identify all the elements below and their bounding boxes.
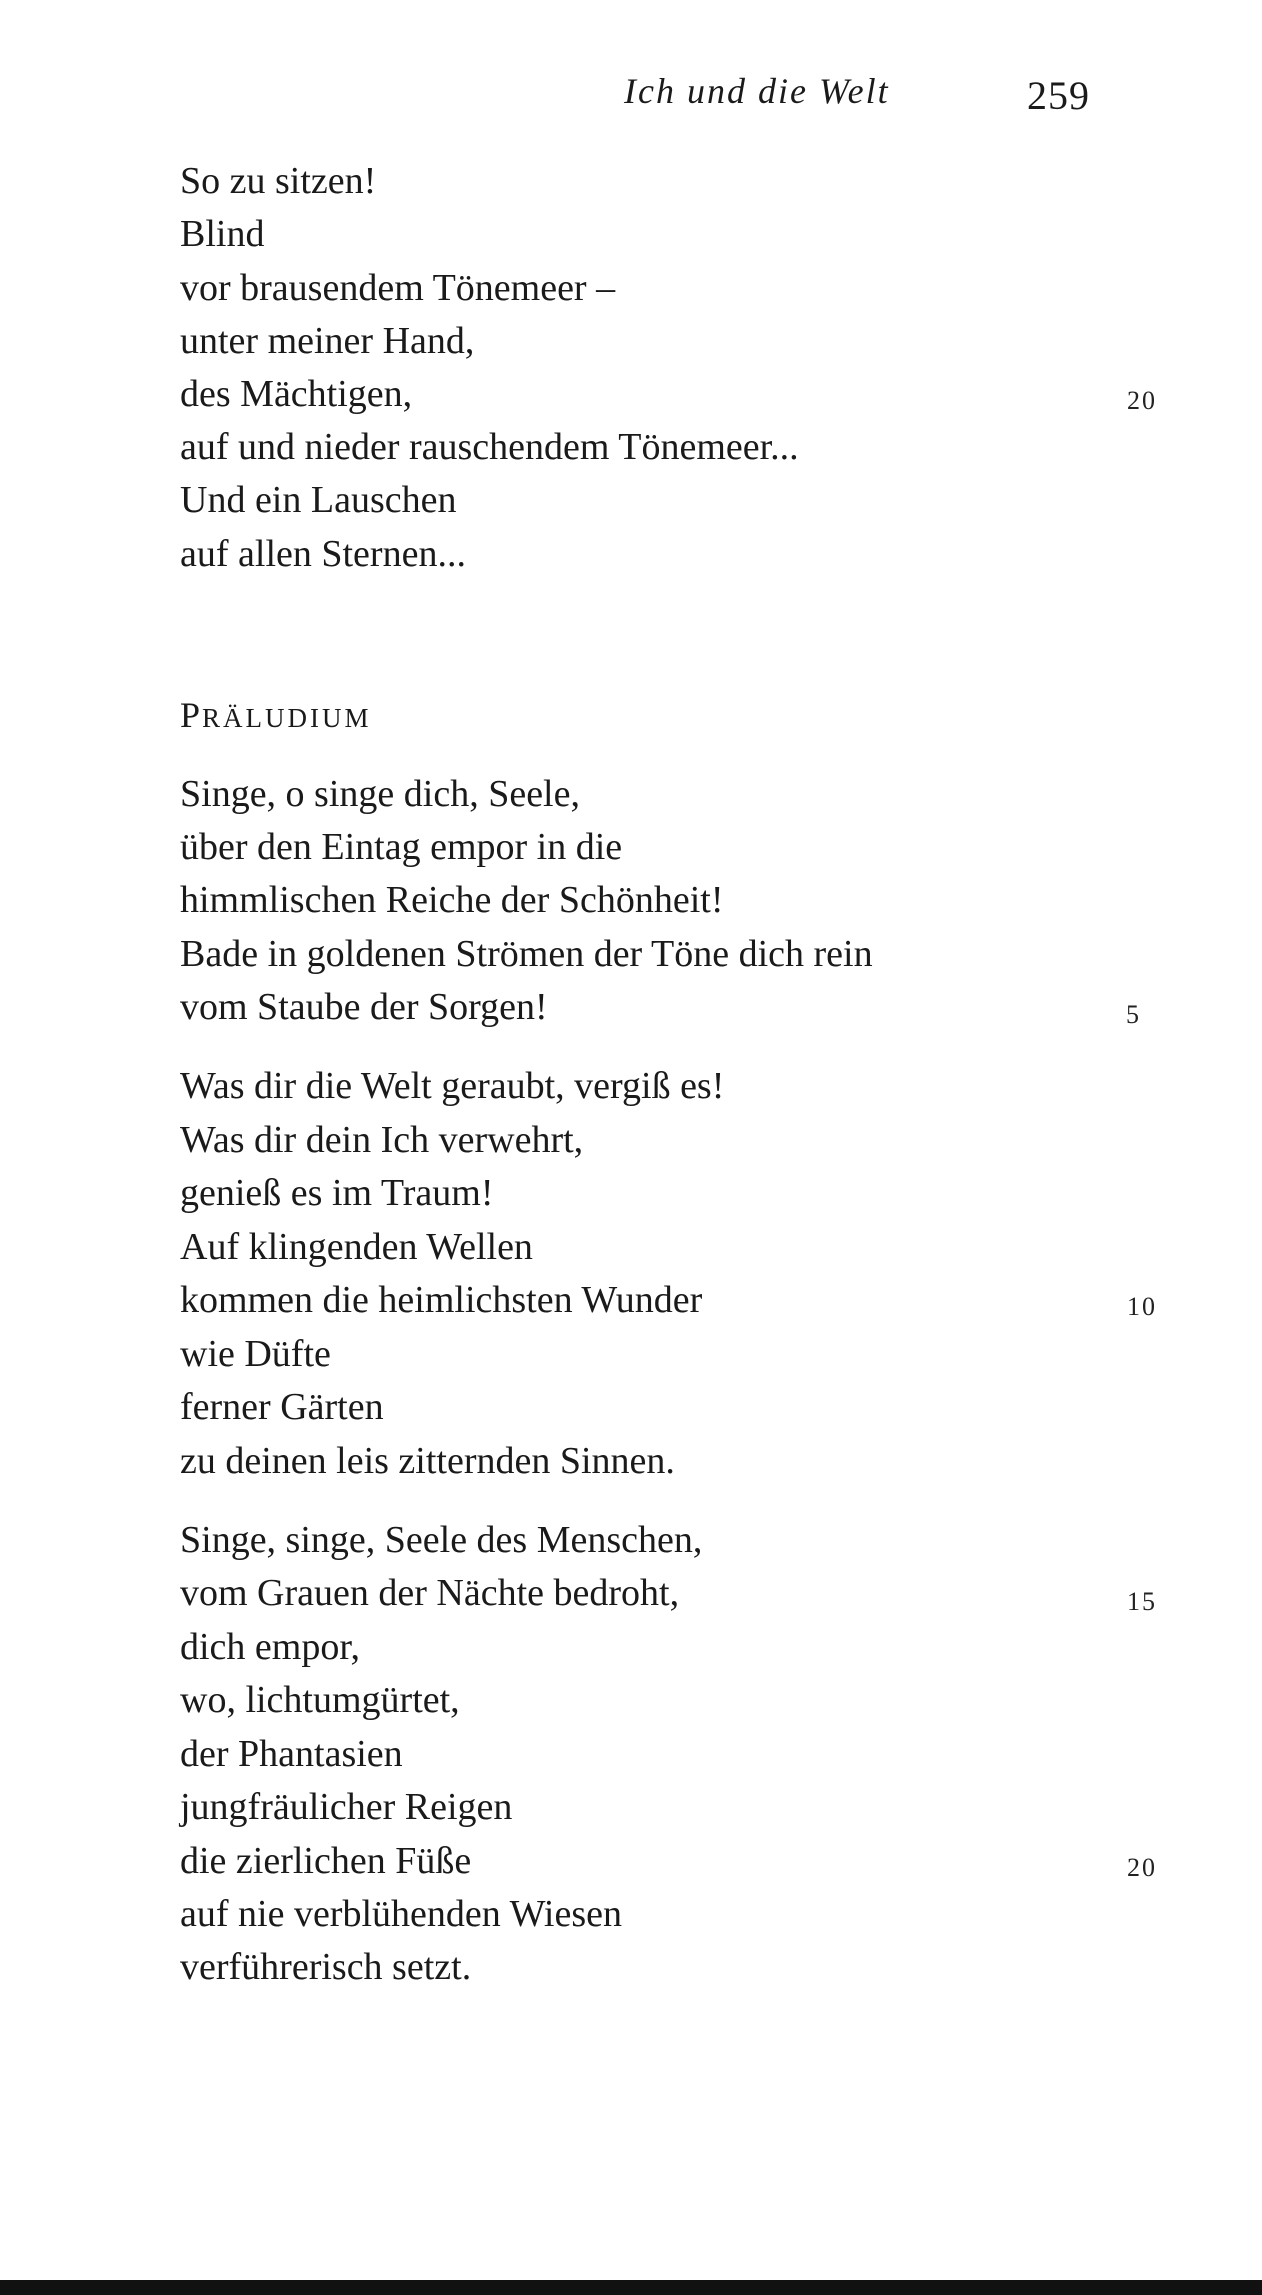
poem-line: kommen die heimlichsten Wunder	[180, 1279, 703, 1321]
poem-title	[180, 694, 372, 736]
poem-line: Blind	[180, 213, 265, 255]
poem-line: Bade in goldenen Strömen der Töne dich rein	[180, 933, 873, 975]
poem-line: Und ein Lauschen	[180, 479, 457, 521]
poem-line: auf allen Sternen...	[180, 533, 466, 575]
page-number: 259	[1027, 73, 1090, 118]
poem-line: dich empor,	[180, 1626, 360, 1668]
poem-line: genieß es im Traum!	[180, 1172, 494, 1214]
line-number: 20	[1127, 1853, 1157, 1882]
poem-line: vom Staube der Sorgen!	[180, 986, 548, 1028]
line-number: 20	[1127, 386, 1157, 415]
poem-line: der Phantasien	[180, 1733, 403, 1775]
poem-line: des Mächtigen,	[180, 373, 413, 415]
poem-line: auf nie verblühenden Wiesen	[180, 1893, 622, 1935]
poem-line: Singe, singe, Seele des Menschen,	[180, 1519, 703, 1561]
poem-line: Auf klingenden Wellen	[180, 1226, 533, 1268]
poem-line: Was dir dein Ich verwehrt,	[180, 1119, 584, 1161]
bottom-scan-edge	[0, 2280, 1262, 2295]
poem-title-initial: P	[180, 695, 203, 735]
poem-line: verführerisch setzt.	[180, 1946, 472, 1988]
poem-line: wie Düfte	[180, 1333, 331, 1375]
poem-line: unter meiner Hand,	[180, 320, 475, 362]
poem-line: auf und nieder rauschendem Tönemeer...	[180, 426, 799, 468]
poem-line: himmlischen Reiche der Schönheit!	[180, 879, 724, 921]
poem-line: die zierlichen Füße	[180, 1840, 472, 1882]
poem-line: jungfräulicher Reigen	[180, 1786, 513, 1828]
poem-line: Was dir die Welt geraubt, vergiß es!	[180, 1065, 725, 1107]
line-number: 15	[1127, 1587, 1157, 1616]
running-title: Ich und die Welt	[624, 71, 890, 111]
line-number: 10	[1127, 1292, 1157, 1321]
poem-line: ferner Gärten	[180, 1386, 384, 1428]
poem-line: über den Eintag empor in die	[180, 826, 623, 868]
poem-line: wo, lichtumgürtet,	[180, 1679, 460, 1721]
poem-line: zu deinen leis zitternden Sinnen.	[180, 1440, 675, 1482]
line-number: 5	[1126, 1000, 1141, 1029]
poem-line: vor brausendem Tönemeer –	[180, 267, 616, 309]
poem-line: vom Grauen der Nächte bedroht,	[180, 1572, 680, 1614]
poem-title-rest: RÄLUDIUM	[202, 703, 372, 733]
poem-line: So zu sitzen!	[180, 160, 377, 202]
poem-line: Singe, o singe dich, Seele,	[180, 773, 580, 815]
